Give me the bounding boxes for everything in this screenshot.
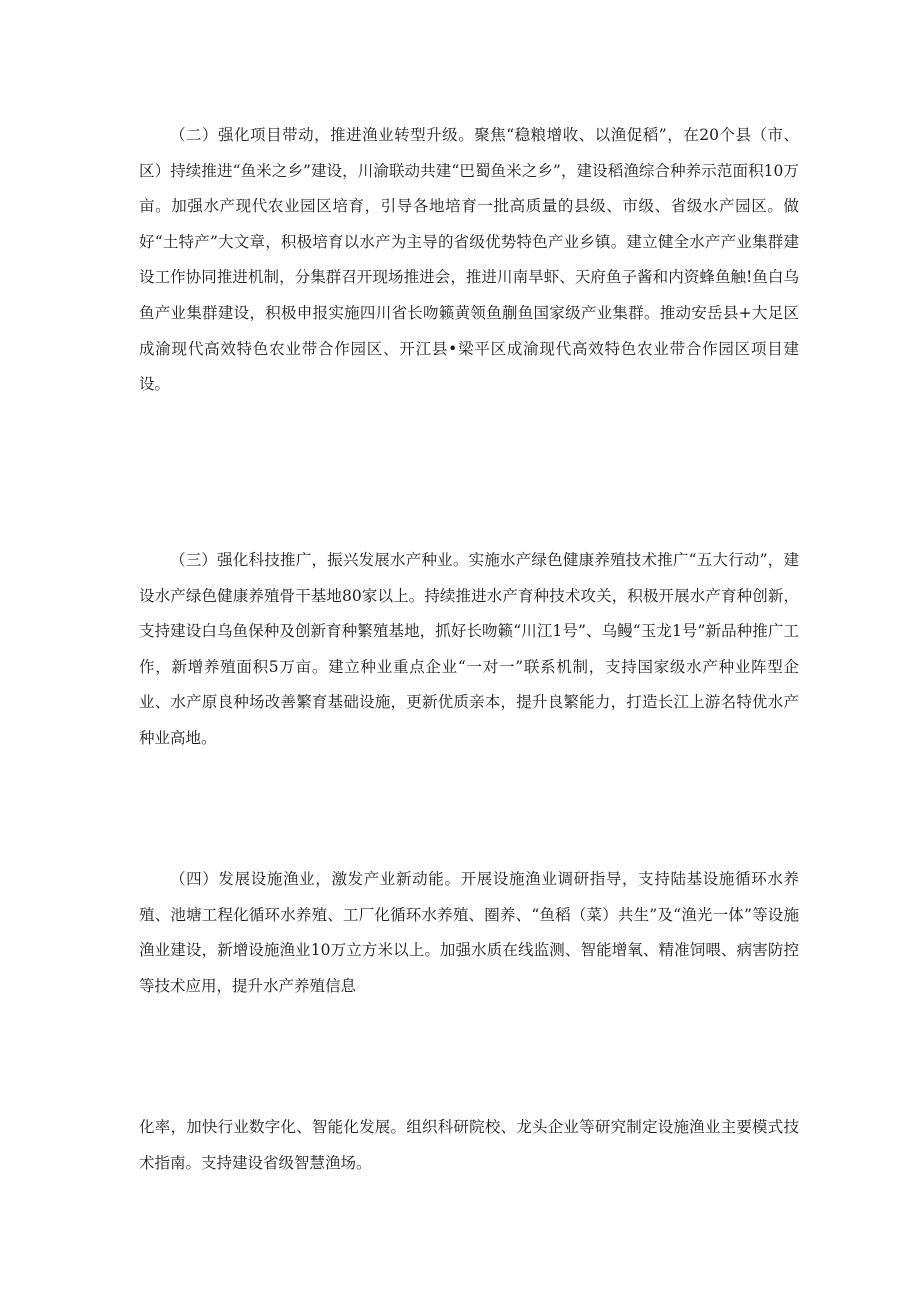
paragraph-project-driven: （二）强化项目带动，推进渔业转型升级。聚焦“稳粮增收、以渔促稻”，在20个县（市、区）持续推进“鱼米之乡”建设，川渝联动共建“巴蜀鱼米之乡”，建设稻渔综合种养示范面积10万亩。加强水产现代农业园区培育，引导各地培育一批高质量的县级、市级、省级水产园区。做好“土特产”大文章，积极培育以水产为主导的省级优势特色产业乡镇。建立健全水产产业集群建设工作协同推进机制，分集群召开现场推进会，推进川南旱虾、天府鱼子酱和内资蜂鱼触!鱼白乌鱼产业集群建设，积极申报实施四川省长吻籁黄领鱼蒯鱼国家级产业集群。推动安岳县+大足区成渝现代高效特色农业带合作园区、开江县•梁平区成渝现代高效特色农业带合作园区项目建设。 [139, 126, 799, 394]
paragraph-tech-promotion: （三）强化科技推广，振兴发展水产种业。实施水产绿色健康养殖技术推广“五大行动”，建设水产绿色健康养殖骨干基地80家以上。持续推进水产育种技术攻关，积极开展水产育种创新，支持建设白乌鱼保种及创新育种繁殖基地，抓好长吻籁“川江1号”、乌鳗“玉龙1号”新品种推广工作，新增养殖面积5万亩。建立种业重点企业“一对一”联系机制，支持国家级水产种业阵型企业、水产原良种场改善繁育基础设施，更新优质亲本，提升良繁能力，打造长江上游名特优水产种业高地。 [139, 551, 799, 747]
paragraph-facility-fishery: （四）发展设施渔业，激发产业新动能。开展设施渔业调研指导，支持陆基设施循环水养殖、池塘工程化循环水养殖、工厂化循环水养殖、圈养、“鱼稻（菜）共生”及“渔光一体”等设施渔业建设，新增设施渔业10万立方米以上。加强水质在线监测、智能增氧、精准饲喂、病害防控等技术应用，提升水产养殖信息 [139, 870, 799, 995]
paragraph-facility-fishery-continued: 化率，加快行业数字化、智能化发展。组织科研院校、龙头企业等研究制定设施渔业主要模式技术指南。支持建设省级智慧渔场。 [139, 1118, 799, 1172]
